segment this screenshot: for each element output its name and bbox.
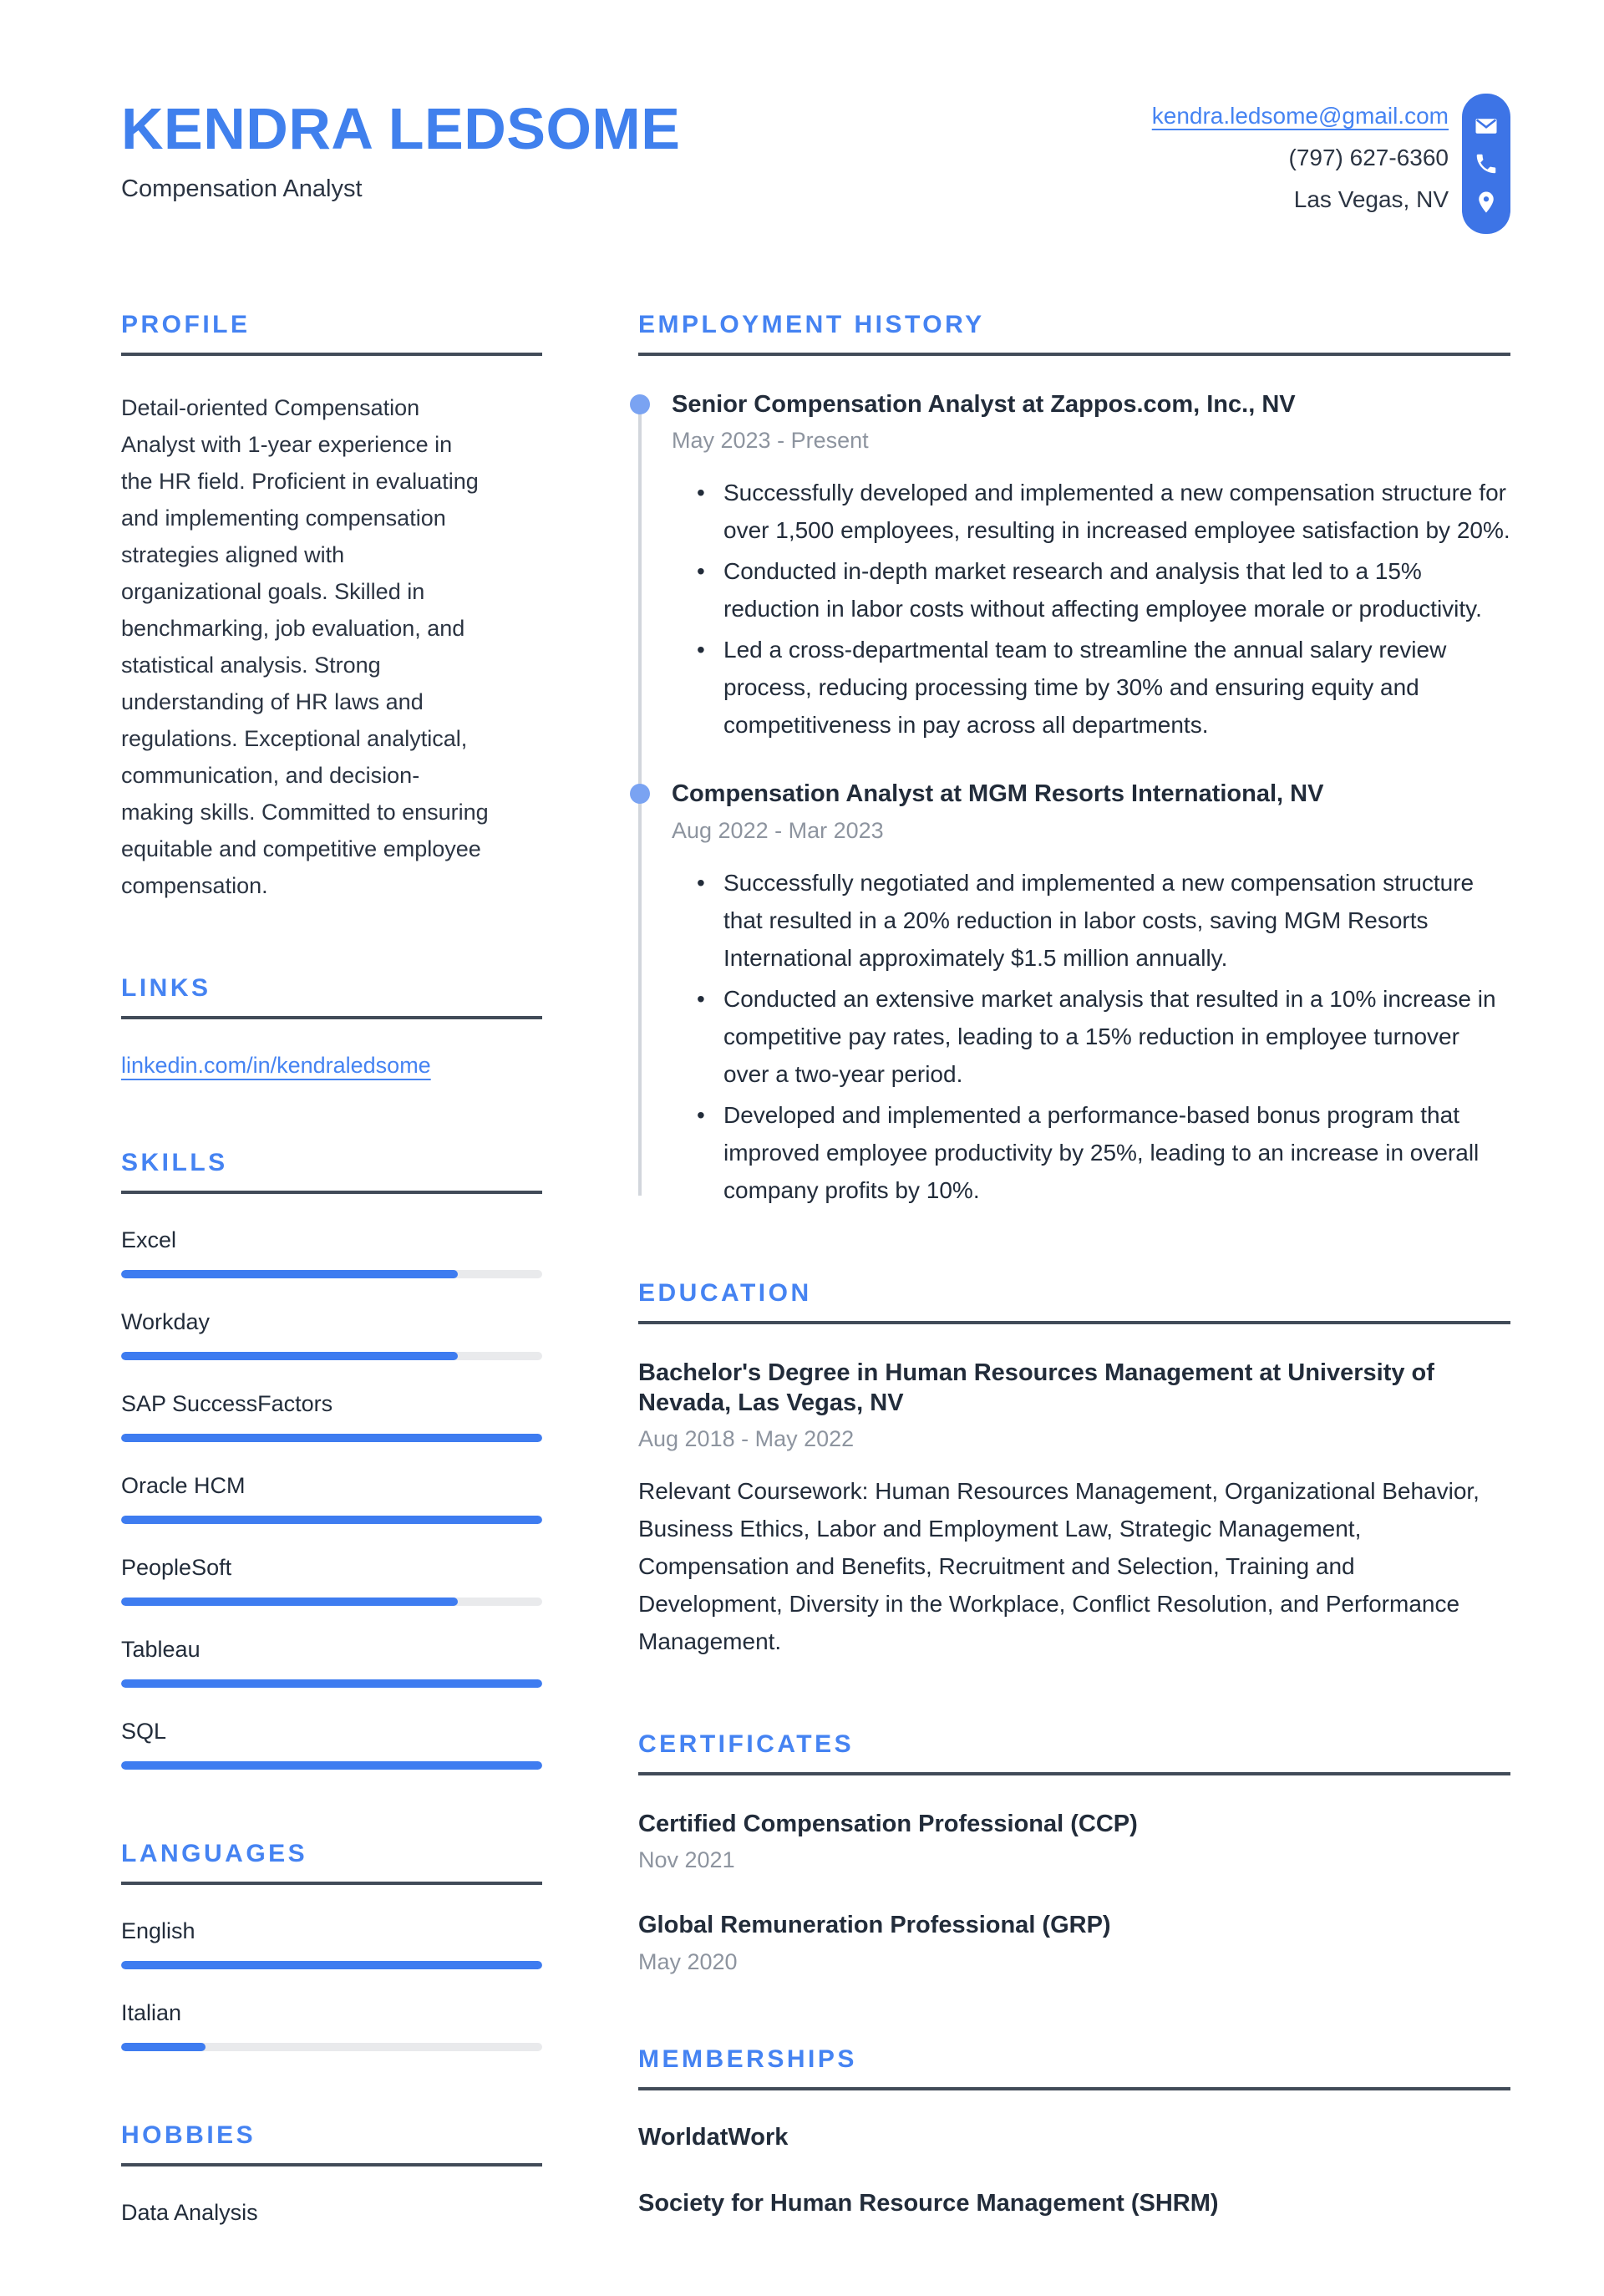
employment-section xyxy=(638,311,1510,1209)
contact-lines xyxy=(1152,95,1449,221)
person-name: KENDRA LEDSOME xyxy=(121,96,681,161)
memberships-section xyxy=(638,2045,1510,2217)
job-entry xyxy=(672,779,1510,1208)
education-heading: EDUCATION xyxy=(638,1278,812,1307)
languages-section xyxy=(121,1840,542,2051)
profile-heading: PROFILE xyxy=(121,311,251,338)
location-icon xyxy=(1474,190,1499,215)
skill-bar-track xyxy=(121,1598,542,1606)
skill-bar-fill xyxy=(121,1434,542,1442)
skill-name: Excel xyxy=(121,1227,177,1252)
job-bullets xyxy=(672,474,1510,744)
profile-section xyxy=(121,311,542,904)
skill-name: Tableau xyxy=(121,1637,200,1662)
hobbies-section xyxy=(121,2121,542,2226)
section-divider xyxy=(121,1882,542,1885)
section-divider xyxy=(638,2087,1510,2090)
skill-name: PeopleSoft xyxy=(121,1555,232,1580)
location-text: Las Vegas, NV xyxy=(1293,186,1449,212)
skill-bar-fill xyxy=(121,1352,458,1360)
job-entry xyxy=(672,389,1510,744)
education-degree: Bachelor's Degree in Human Resources Management at University of Nevada, Las Vegas, NV xyxy=(638,1359,1434,1416)
certificates-section xyxy=(638,1730,1510,1975)
membership-entry: WorldatWork xyxy=(638,2123,789,2151)
skill-bar-fill xyxy=(121,1270,458,1278)
section-divider xyxy=(638,1772,1510,1775)
skills-heading: SKILLS xyxy=(121,1149,228,1176)
job-dates: May 2023 - Present xyxy=(672,428,869,454)
phone-icon xyxy=(1474,151,1499,176)
skills-section xyxy=(121,1149,542,1770)
bullet-item: • Led a cross-departmental team to streamline the annual salary review process, reducing processing time by 30% and ensuring equity and competitiveness in pay across all departments. xyxy=(697,631,1510,744)
section-divider xyxy=(121,1191,542,1194)
main-column xyxy=(638,311,1510,2296)
skill-bar-track xyxy=(121,1679,542,1688)
language-bar-track xyxy=(121,1961,542,1969)
section-divider xyxy=(121,353,542,356)
certificates-heading: CERTIFICATES xyxy=(638,1730,855,1758)
bullet-item: • Successfully developed and implemented a new compensation structure for over 1,500 employees, resulting in increased employee satisfaction by 20%. xyxy=(697,474,1510,549)
bullet-item: • Conducted an extensive market analysis that resulted in a 10% increase in competitive pay rates, leading to a 15% reduction in employee turnover over a two-year period. xyxy=(697,980,1510,1093)
person-job-title: Compensation Analyst xyxy=(121,175,363,202)
skill-item xyxy=(121,1227,542,1278)
mail-icon xyxy=(1474,114,1499,139)
skill-item xyxy=(121,1391,542,1442)
bullet-item: • Successfully negotiated and implemented a new compensation structure that resulted in a 20% reduction in labor costs, saving MGM Resorts International approximately $1.5 million annually. xyxy=(697,864,1510,977)
header xyxy=(121,96,1510,234)
linkedin-link[interactable]: linkedin.com/in/kendraledsome xyxy=(121,1053,431,1078)
languages-heading: LANGUAGES xyxy=(121,1840,308,1867)
language-name: Italian xyxy=(121,2000,182,2025)
identity-block xyxy=(121,96,681,203)
job-title: Senior Compensation Analyst at Zappos.com, Inc., NV xyxy=(672,391,1296,418)
education-dates: Aug 2018 - May 2022 xyxy=(638,1426,855,1451)
language-bar-fill xyxy=(121,2043,206,2051)
skill-name: SQL xyxy=(121,1719,167,1744)
language-name: English xyxy=(121,1918,195,1943)
links-section xyxy=(121,974,542,1079)
contact-block xyxy=(1152,99,1510,234)
skill-bar-track xyxy=(121,1434,542,1442)
bullet-item: • Conducted in-depth market research and analysis that led to a 15% reduction in labor costs without affecting employee morale or productivity. xyxy=(697,552,1510,627)
education-section xyxy=(638,1279,1510,1661)
links-heading: LINKS xyxy=(121,974,211,1002)
certificate-title: Global Remuneration Professional (GRP) xyxy=(638,1912,1111,1939)
employment-heading: EMPLOYMENT HISTORY xyxy=(638,311,985,338)
hobby-item: Data Analysis xyxy=(121,2200,258,2225)
email-link[interactable]: kendra.ledsome@gmail.com xyxy=(1151,103,1449,129)
phone-number: (797) 627-6360 xyxy=(1288,145,1449,170)
skill-bar-fill xyxy=(121,1679,542,1688)
skill-bar-fill xyxy=(121,1761,542,1770)
skill-name: SAP SuccessFactors xyxy=(121,1391,333,1416)
section-divider xyxy=(638,1321,1510,1324)
language-bar-track xyxy=(121,2043,542,2051)
skill-item xyxy=(121,1473,542,1524)
skill-bar-fill xyxy=(121,1516,542,1524)
contact-icon-bar xyxy=(1462,94,1510,234)
skill-name: Workday xyxy=(121,1309,211,1334)
skill-bar-track xyxy=(121,1516,542,1524)
skill-name: Oracle HCM xyxy=(121,1473,246,1498)
language-item xyxy=(121,1918,542,1969)
skill-bar-track xyxy=(121,1270,542,1278)
certificate-dates: May 2020 xyxy=(638,1948,738,1974)
job-dates: Aug 2022 - Mar 2023 xyxy=(672,817,884,843)
section-divider xyxy=(121,1016,542,1019)
memberships-heading: MEMBERSHIPS xyxy=(638,2045,857,2073)
job-bullets xyxy=(672,864,1510,1209)
certificate-title: Certified Compensation Professional (CCP) xyxy=(638,1811,1138,1837)
language-bar-fill xyxy=(121,1961,542,1969)
hobbies-heading: HOBBIES xyxy=(121,2121,256,2149)
profile-text: Detail-oriented Compensation Analyst with 1-year experience in the HR field. Proficient in evaluating and implementing compensation strategies aligned with organizational goals. Skilled in benchmarking, job evaluation, and statistical analysis. Strong understanding of HR laws and regulations. Exceptional analytical, communication, and decision-making skills. Committed to ensuring equitable and competitive employee compensation. xyxy=(121,395,489,898)
skill-bar-track xyxy=(121,1352,542,1360)
language-item xyxy=(121,2000,542,2051)
certificate-dates: Nov 2021 xyxy=(638,1847,735,1873)
sidebar xyxy=(121,311,542,2296)
skill-bar-track xyxy=(121,1761,542,1770)
skill-item xyxy=(121,1555,542,1606)
section-divider xyxy=(121,2163,542,2166)
skill-bar-fill xyxy=(121,1598,458,1606)
section-divider xyxy=(638,353,1510,356)
skill-item xyxy=(121,1637,542,1688)
membership-entry: Society for Human Resource Management (SHRM) xyxy=(638,2189,1219,2217)
skill-item xyxy=(121,1719,542,1770)
skill-item xyxy=(121,1309,542,1360)
certificate-entry xyxy=(638,1910,1510,1974)
employment-timeline xyxy=(638,389,1510,1209)
job-title: Compensation Analyst at MGM Resorts International, NV xyxy=(672,780,1324,808)
bullet-item: • Developed and implemented a performance-based bonus program that improved employee productivity by 25%, leading to an increase in overall company profits by 10%. xyxy=(697,1096,1510,1209)
certificate-entry xyxy=(638,1809,1510,1873)
education-description: Relevant Coursework: Human Resources Management, Organizational Behavior, Business Ethics, Labor and Employment Law, Strategic Management, Compensation and Benefits, Recruitment and Selection, Training and Development, Diversity in the Workplace, Conflict Resolution, and Performance Management. xyxy=(638,1478,1480,1654)
content-columns xyxy=(121,311,1510,2296)
